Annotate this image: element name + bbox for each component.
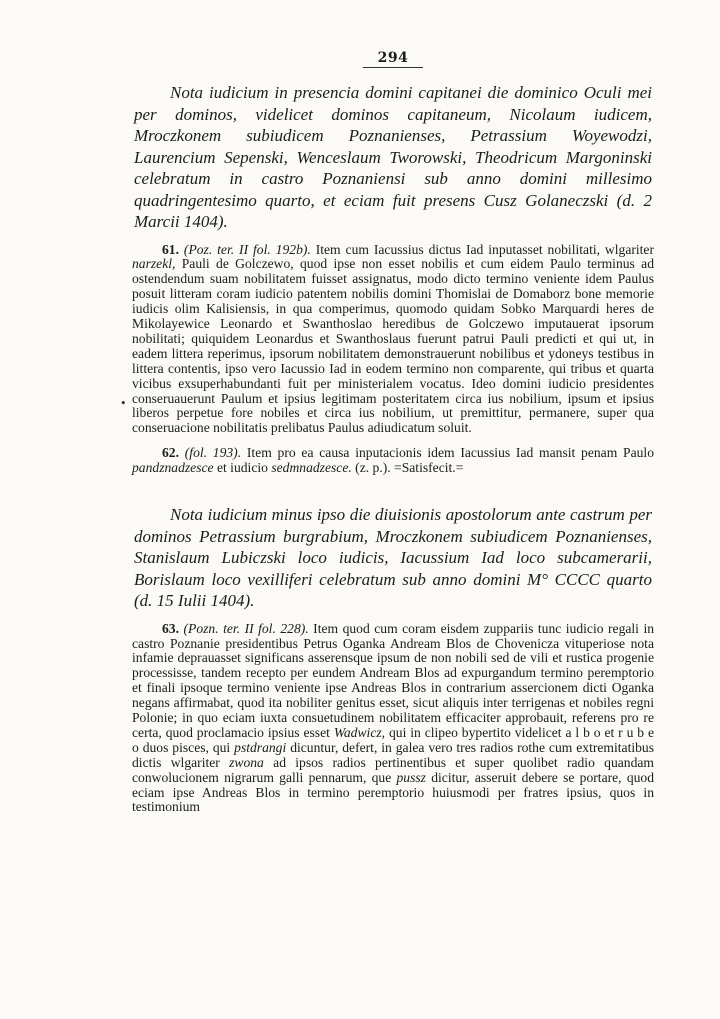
entry-63-paragraph (132, 622, 654, 816)
session-heading-2 (132, 504, 654, 612)
entry-62-paragraph (132, 446, 654, 476)
document-page (132, 50, 654, 815)
vernacular-term: narzekl, (132, 256, 176, 272)
entry-number: 63. (162, 620, 179, 636)
heading-text: Nota iudicium minus ipso die diuisionis apostolorum ante castrum per dominos Petrassium burgrabium, Mroczkonem subiudicem Poznanienses, Stanislaum Lubiczski loco iudicis, Iacussium Iad loco subcamerarii, Borislaum loco vexilliferi celebratum sub anno domini M° CCCC quarto (d. 15 Iulii 1404). (134, 505, 652, 611)
heading-text: Nota iudicium in presencia domini capitanei die dominico Oculi mei per dominos, videlicet dominos capitaneum, Nicolaum iudicem, Mroczkonem subiudicem Poznanienses, Petrassium Woyewodzi, Laurencium Sepenski, Wenceslaum Tworowski, Theodricum Margoninski celebratum in castro Poznaniensi sub anno domini millesimo quadringentesimo quarto, et eciam fuit presens Cusz Golaneczski (d. 2 Marcii 1404). (134, 83, 652, 231)
vernacular-term: pussz (396, 769, 426, 785)
vernacular-term: zwona (229, 754, 264, 770)
entry-61 (132, 243, 654, 437)
entry-text: Item pro ea causa inputacionis idem Iacussius Iad mansit penam Paulo (246, 445, 654, 461)
entry-text: dicuntur, defert, in galea vero tres radios rothe cum extremitatibus dictis wlgariter (132, 739, 655, 770)
entry-number: 62. (162, 445, 179, 461)
entry-text: Item quod cum coram eisdem zuppariis tunc iudicio regali in castro Poznanie presidentibus Petrus Oganka Andream Blos de Chovenicza vituperiose nota infamie deprauasset significans asserensque ipsum de non nobili sed de vili et rustica progenie processisse, tandem recepto per eundem Andream Blos ad expurgandum termino peremptorio et finali ipsoque termino veniente ipse Andreas Blos in contrarium assercionem dicti Oganka negans affirmabat, quod ita nobiliter genitus esset, sicut aliquis inter terrigenas et nobiles regni Polonie; in quo eciam iuxta consuetudinem nobilitatem efficaciter approbauit, referens pro re certa, quod proclamacio ipsius esset (132, 620, 655, 740)
vernacular-term: pstdrangi (234, 739, 287, 755)
entry-text: ad ipsos radios pertinentibus et super quolibet radio quandam conwolucionem nigrarum galli pennarum, que (132, 754, 655, 785)
entry-number: 61. (162, 241, 179, 257)
entry-62 (132, 446, 654, 476)
page-number: 294 (363, 50, 423, 68)
entry-63 (132, 622, 654, 816)
entry-reference: (Poz. ter. II fol. 192b). (183, 241, 311, 257)
entry-text: et iudicio (216, 460, 268, 476)
vernacular-term: pandznadzesce (132, 460, 214, 476)
entry-reference: (fol. 193). (184, 445, 242, 461)
entry-61-paragraph (132, 243, 654, 437)
entry-text: (z. p.). =Satisfecit.= (355, 460, 464, 476)
vernacular-term: Wadwicz, (333, 724, 386, 740)
entry-text: Item cum Iacussius dictus Iad inputasset nobilitati, wlgariter (315, 241, 654, 257)
entry-text: Pauli de Golczewo, quod ipse non esset nobilis et cum eidem Paulo terminus ad ostendendum suam nobilitatem fuisset assignatus, modo dicto termino veniente idem Paulus posuit litteram coram iudicio patentem nobilis domini Thomislai de Domaborz bone memorie iudicis olim Kalisiensis, in qua comperimus, quomodo quidam Sobko Marquardi heres de Mikolayewice Leonardo et Swanthoslao heredibus de Golczewo imputauerat ipsorum nobilitati; quiquidem Leonardus et Swanthoslaus fuerunt patrui Pauli predicti et qui ut, in eadem littera reperimus, ipsorum nobilitatem demonstrauerunt nobilibus et ydoneys testibus in littera contentis, ipso vero Iacussio Iad in eodem termino non comparente, qui tribus et quarta vicibus exsuperhabundanti fuit per ministerialem vocatus. Ideo domini iudicio presidentes conseruauerunt Paulum et ipsius legitimam posteritatem circa ius nobilium, ipsum et ipsius liberos perpetue fore nobiles et circa ius nobilium, ut premittitur, permanere, super qua conseruacione nobilitatis prelibatus Paulus adiudicatum soluit. (132, 256, 654, 436)
entry-text: qui in clipeo bypertito videlicet a l b o et r u b e o duos pisces, qui (132, 724, 655, 755)
entry-text: dicitur, asseruit debere se portare, quod eciam ipse Andreas Blos in termino peremptorio huiusmodi per fratres ipsius, quos in testimonium (132, 769, 655, 815)
entry-reference: (Pozn. ter. II fol. 228). (183, 620, 309, 636)
session-heading-1 (132, 82, 654, 233)
margin-mark: • (120, 397, 127, 410)
vernacular-term: sedmnadzesce. (271, 460, 352, 476)
